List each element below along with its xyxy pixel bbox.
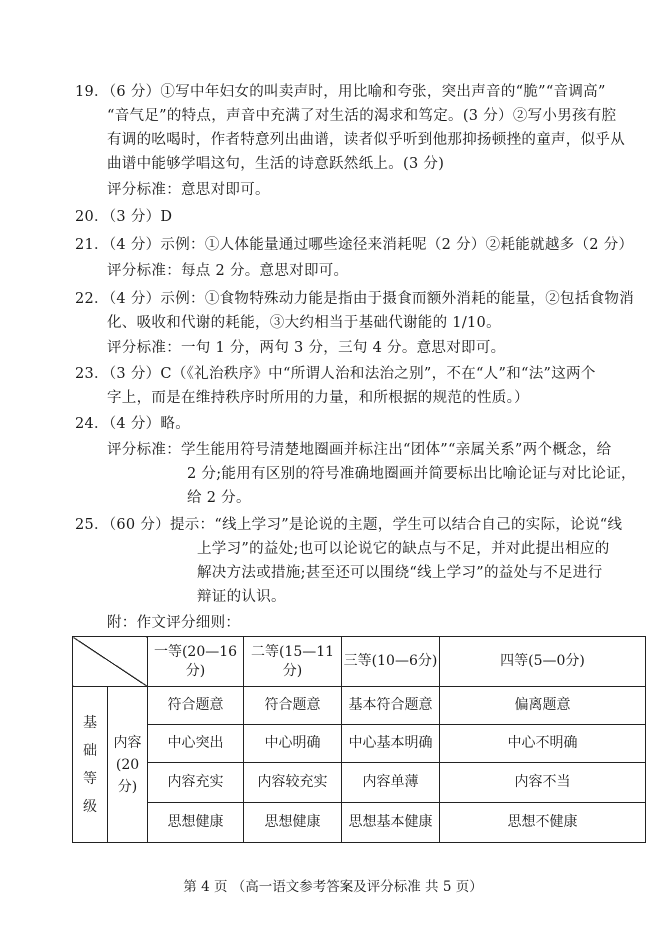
table-cell: 思想不健康 [440, 803, 646, 843]
essay-rubric-caption: 附：作文评分细则： [107, 615, 241, 631]
sub-group-content [108, 687, 148, 843]
header-grade-3: 三等(10—6分) [342, 637, 440, 687]
q25-line-2: 上学习”的益处;也可以论说它的缺点与不足，并对此提出相应的 [197, 541, 610, 557]
q25-line-1: 25．（60 分）提示：“线上学习”是论说的主题，学生可以结合自己的实际，论说“线 [75, 517, 623, 533]
header-grade-4: 四等(5—0分) [440, 637, 646, 687]
corner-cell [73, 637, 148, 687]
q19-scoring: 评分标准：意思对即可。 [107, 182, 270, 198]
page-footer: 第 4 页 （高一语文参考答案及评分标准 共 5 页） [183, 879, 483, 895]
q19-line-1: 19．（6 分）①写中年妇女的叫卖声时，用比喻和夸张，突出声音的“脆”“音调高” [75, 84, 606, 100]
q25-line-4: 辩证的认识。 [197, 589, 286, 605]
table-cell: 内容充实 [148, 763, 244, 803]
q24-scoring-3: 给 2 分。 [187, 490, 251, 506]
table-cell: 基本符合题意 [342, 687, 440, 725]
table-row [73, 725, 646, 763]
q21-line: 21．（4 分）示例：①人体能量通过哪些途径来消耗呢（2 分）②耗能就越多（2 分） [75, 237, 634, 253]
q22-scoring: 评分标准：一句 1 分，两句 3 分，三句 4 分。意思对即可。 [107, 340, 506, 356]
table-row [73, 763, 646, 803]
essay-rubric-table [72, 636, 646, 843]
table-cell: 思想健康 [244, 803, 342, 843]
q25-line-3: 解决方法或措施;甚至还可以围绕“线上学习”的益处与不足进行 [197, 565, 603, 581]
q22-line-1: 22．（4 分）示例：①食物特殊动力能是指由于摄食而额外消耗的能量，②包括食物消 [75, 291, 635, 307]
table-cell: 中心不明确 [440, 725, 646, 763]
q19-line-2: “音气足”的特点，声音中充满了对生活的渴求和笃定。(3 分）②写小男孩有腔 [107, 108, 617, 124]
table-cell: 内容不当 [440, 763, 646, 803]
row-group-basic-level [73, 687, 108, 843]
q21-scoring: 评分标准：每点 2 分。意思对即可。 [107, 263, 349, 279]
table-row [73, 687, 646, 725]
table-cell: 中心突出 [148, 725, 244, 763]
table-cell: 思想基本健康 [342, 803, 440, 843]
q19-line-3: 有调的吆喝时，作者特意列出曲谱，读者似乎听到他那抑扬顿挫的童声，似乎从 [107, 132, 625, 148]
table-cell: 符合题意 [148, 687, 244, 725]
q24-scoring-1: 评分标准：学生能用符号清楚地圈画并标注出“团体”“亲属关系”两个概念，给 [107, 442, 612, 458]
table-cell: 内容单薄 [342, 763, 440, 803]
table-cell: 思想健康 [148, 803, 244, 843]
table-row [73, 803, 646, 843]
q19-line-4: 曲谱中能够学唱这句，生活的诗意跃然纸上。(3 分) [107, 156, 445, 172]
table-cell: 内容较充实 [244, 763, 342, 803]
table-cell: 中心明确 [244, 725, 342, 763]
table-cell: 偏离题意 [440, 687, 646, 725]
header-grade-2: 二等(15—11分) [244, 637, 342, 687]
q23-line-2: 字上，而是在维持秩序时所用的力量，和所根据的规范的性质。） [107, 390, 529, 406]
q24-line: 24．（4 分）略。 [75, 416, 191, 432]
q20-line: 20．（3 分）D [75, 209, 173, 225]
table-cell: 中心基本明确 [342, 725, 440, 763]
header-grade-1: 一等(20—16分) [148, 637, 244, 687]
q23-line-1: 23．（3 分）C（《礼治秩序》中“所谓人治和法治之别”，不在“人”和“法”这两个 [75, 366, 596, 382]
row-group-label: 基础等级 [83, 714, 97, 815]
sub-group-label: 内容(20分) [113, 734, 142, 795]
table-header-row [73, 637, 646, 687]
table-cell: 符合题意 [244, 687, 342, 725]
q24-scoring-2: 2 分;能用有区别的符号准确地圈画并简要标出比喻论证与对比论证， [187, 466, 636, 482]
q22-line-2: 化、吸收和代谢的耗能，③大约相当于基础代谢能的 1/10。 [107, 315, 501, 331]
